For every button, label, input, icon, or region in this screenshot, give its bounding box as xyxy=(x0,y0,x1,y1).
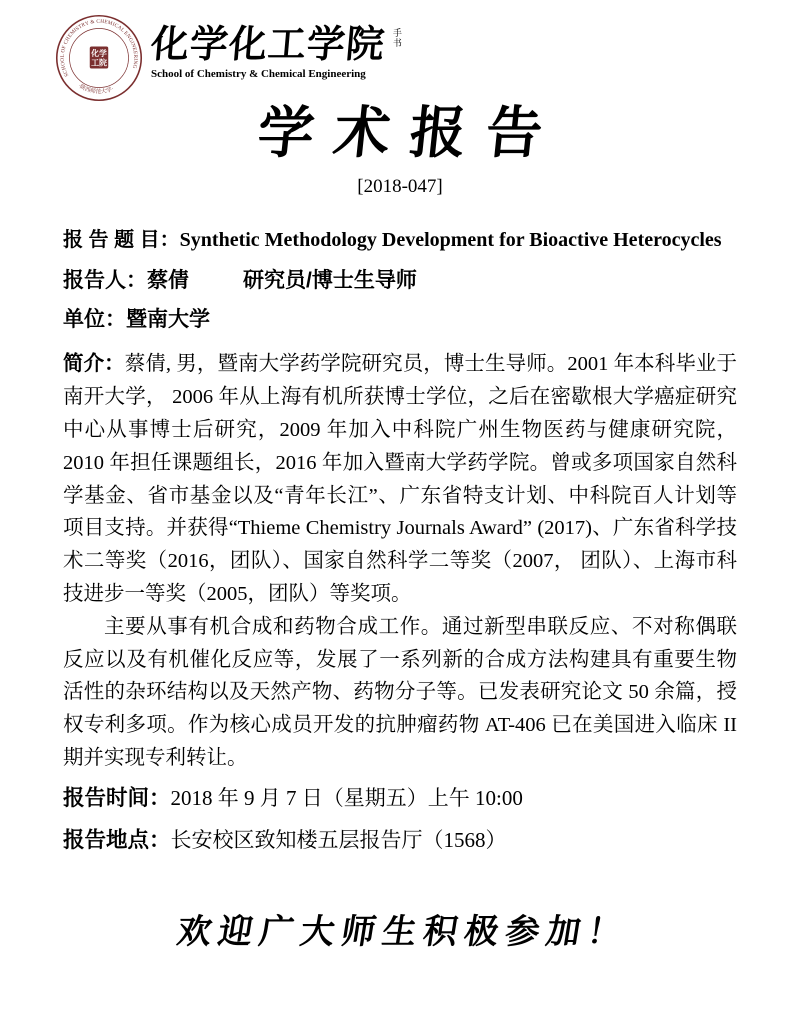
calligrapher-signature: 手书 xyxy=(391,28,402,48)
location-value: 长安校区致知楼五层报告厅（1568） xyxy=(170,828,507,853)
footer xyxy=(63,904,737,953)
bio-paragraph-2 xyxy=(63,611,737,775)
bio-text-1: 蔡倩, 男，暨南大学药学院研究员，博士生导师。2001 年本科毕业于南开大学， 2006 年从上海有机所获博士学位，之后在密歇根大学癌症研究中心从事博士后研究，2009 年加入中科院广州生物医药与健康研究院，2010 年担任课题组长，2016 年加入暨南大学药学院。曾或多项国家自然科学基金、省市基金以及“青年长江”、广东省特支计划、中科院百人计划等项目支持。并获得“Thieme Chemistry Journals Award” (2017)、广东省科学技术二等奖（2016，团队）、国家自然科学二等奖（2007， 团队）、上海市科技进步一等奖（2005，团队）等奖项。 xyxy=(63,353,738,606)
bio-label: 简介： xyxy=(63,352,125,376)
welcome-message: 欢迎广大师生积极参加！ xyxy=(174,912,632,953)
seal-ring-bottom-text: ·陕西师范大学· xyxy=(76,83,115,96)
speaker-label: 报告人： xyxy=(63,268,147,292)
location-label: 报告地点： xyxy=(63,828,171,853)
time-label: 报告时间： xyxy=(63,785,171,810)
affiliation-value: 暨南大学 xyxy=(126,307,210,331)
speaker-title: 研究员/博士生导师 xyxy=(243,268,417,292)
school-name-english: School of Chemistry & Chemical Engineering xyxy=(151,67,366,80)
affiliation-line xyxy=(63,301,737,340)
page-title: 学术报告 xyxy=(254,100,566,166)
speaker-line xyxy=(63,262,737,301)
topic-value: Synthetic Methodology Development for Bioactive Heterocycles xyxy=(179,228,722,251)
seal-ring-text: SCHOOL OF CHEMISTRY & CHEMICAL ENGINEERING xyxy=(59,18,139,78)
school-seal-logo xyxy=(55,14,143,102)
speaker-name: 蔡倩 xyxy=(147,268,189,292)
topic-line xyxy=(63,218,737,262)
seal-center-text-top: 化学 xyxy=(91,48,107,58)
report-number: [2018-047] xyxy=(357,175,443,197)
time-value: 2018 年 9 月 7 日（星期五）上午 10:00 xyxy=(170,785,523,810)
seal-center-text-bottom: 工院 xyxy=(91,58,107,68)
affiliation-label: 单位： xyxy=(63,307,126,331)
bio-paragraph-1 xyxy=(63,348,737,610)
school-name-calligraphy: 化学化工学院 xyxy=(149,21,388,66)
school-brand xyxy=(149,16,388,80)
page-header xyxy=(59,16,737,102)
bio-text-2: 主要从事有机合成和药物合成工作。通过新型串联反应、不对称偶联反应以及有机催化反应等，发展了一系列新的合成方法构建具有重要生物活性的杂环结构以及天然产物、药物分子等。已发表研究论文 50 余篇，授权专利多项。作为核心成员开发的抗肿瘤药物 AT-406 已在美国进入临床 II 期并实现专利转让。 xyxy=(63,615,737,770)
topic-label: 报 告 题 目： xyxy=(63,228,180,251)
speaker-bio xyxy=(63,348,737,774)
title-row xyxy=(63,100,737,166)
location-line xyxy=(63,822,737,860)
time-line xyxy=(63,780,737,818)
svg-text:·陕西师范大学· xyxy=(77,82,115,95)
